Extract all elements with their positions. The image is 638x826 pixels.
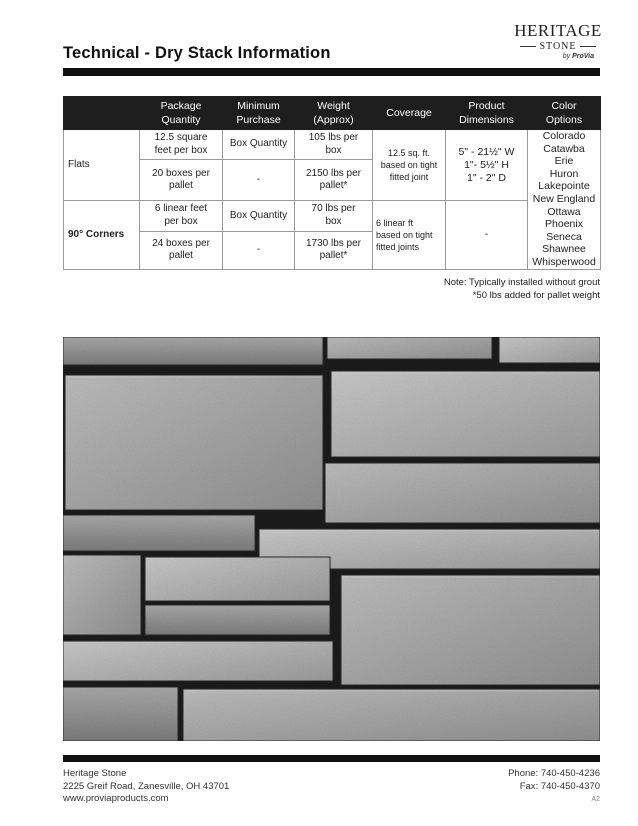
row-label-flats: Flats — [64, 130, 140, 201]
color-option: New England — [532, 192, 596, 205]
footer-address-block — [63, 768, 229, 806]
corners-weight-pallet: 1730 lbs per pallet* — [295, 231, 373, 269]
header-empty — [64, 97, 140, 130]
corners-weight-box: 70 lbs per box — [295, 201, 373, 232]
footer-company: Heritage Stone — [63, 768, 127, 779]
footer-rule — [63, 755, 600, 762]
color-option: Ottawa — [547, 205, 581, 218]
logo-line-right — [580, 46, 596, 47]
header-package-quantity: Package Quantity — [140, 97, 223, 130]
corners-minimum-box: Box Quantity — [223, 201, 295, 232]
corners-minimum-pallet: - — [223, 231, 295, 269]
table-row — [64, 130, 601, 160]
corners-package-box: 6 linear feet per box — [140, 201, 223, 232]
table-row — [64, 201, 601, 232]
logo-brand-text: ProVia — [572, 53, 594, 60]
corners-dimensions: - — [446, 201, 528, 270]
table-notes — [444, 276, 600, 302]
header-weight: Weight (Approx) — [295, 97, 373, 130]
heritage-stone-logo — [512, 22, 604, 68]
flats-package-pallet: 20 boxes per pallet — [140, 160, 223, 201]
logo-line-left — [520, 46, 536, 47]
dry-stack-table — [63, 96, 601, 270]
flats-minimum-box: Box Quantity — [223, 130, 295, 160]
color-option: Seneca — [546, 230, 582, 243]
header-rule — [63, 68, 600, 76]
color-option: Colorado — [542, 130, 586, 142]
logo-stone-text: STONE — [539, 41, 577, 52]
footer-address: 2225 Greif Road, Zanesville, OH 43701 — [63, 780, 230, 792]
flats-weight-box: 105 lbs per box — [295, 130, 373, 160]
header-coverage: Coverage — [373, 97, 446, 130]
footer-phone: Phone: 740-450-4236 — [508, 768, 600, 779]
footer-website[interactable]: www.proviaproducts.com — [63, 793, 169, 804]
color-options-list — [528, 130, 601, 270]
dry-stack-stone-photo — [63, 337, 600, 741]
color-option: Erie — [554, 155, 574, 168]
page-number: A2 — [591, 796, 600, 803]
header-minimum-purchase: Minimum Purchase — [223, 97, 295, 130]
color-option: Whisperwood — [532, 255, 596, 268]
corners-package-pallet: 24 boxes per pallet — [140, 231, 223, 269]
corners-coverage: 6 linear ft based on tight fitted joints — [373, 201, 446, 270]
color-option: Shawnee — [542, 243, 586, 256]
flats-package-box: 12.5 square feet per box — [140, 130, 223, 160]
color-option: Lakepointe — [538, 180, 590, 193]
footer-contact-block — [508, 768, 600, 793]
page-title: Technical - Dry Stack Information — [63, 44, 331, 62]
note-grout: Note: Typically installed without grout — [443, 277, 600, 288]
logo-by-text: by — [562, 53, 571, 60]
footer-fax: Fax: 740-450-4370 — [519, 780, 600, 792]
row-label-corners: 90° Corners — [64, 201, 140, 270]
logo-heritage-text: HERITAGE — [514, 21, 602, 40]
flats-dimensions: 5" - 21½" W 1"- 5½" H 1" - 2" D — [446, 130, 528, 201]
header-color-options: Color Options — [528, 97, 601, 130]
table-header-row — [64, 97, 601, 130]
color-option: Catawba — [543, 142, 585, 155]
color-option: Phoenix — [545, 218, 583, 231]
flats-minimum-pallet: - — [223, 160, 295, 201]
color-option: Huron — [549, 167, 579, 180]
flats-coverage: 12.5 sq. ft. based on tight fitted joint — [373, 130, 446, 201]
header-product-dimensions: Product Dimensions — [446, 97, 528, 130]
flats-weight-pallet: 2150 lbs per pallet* — [295, 160, 373, 201]
note-pallet-weight: *50 lbs added for pallet weight — [472, 290, 600, 301]
